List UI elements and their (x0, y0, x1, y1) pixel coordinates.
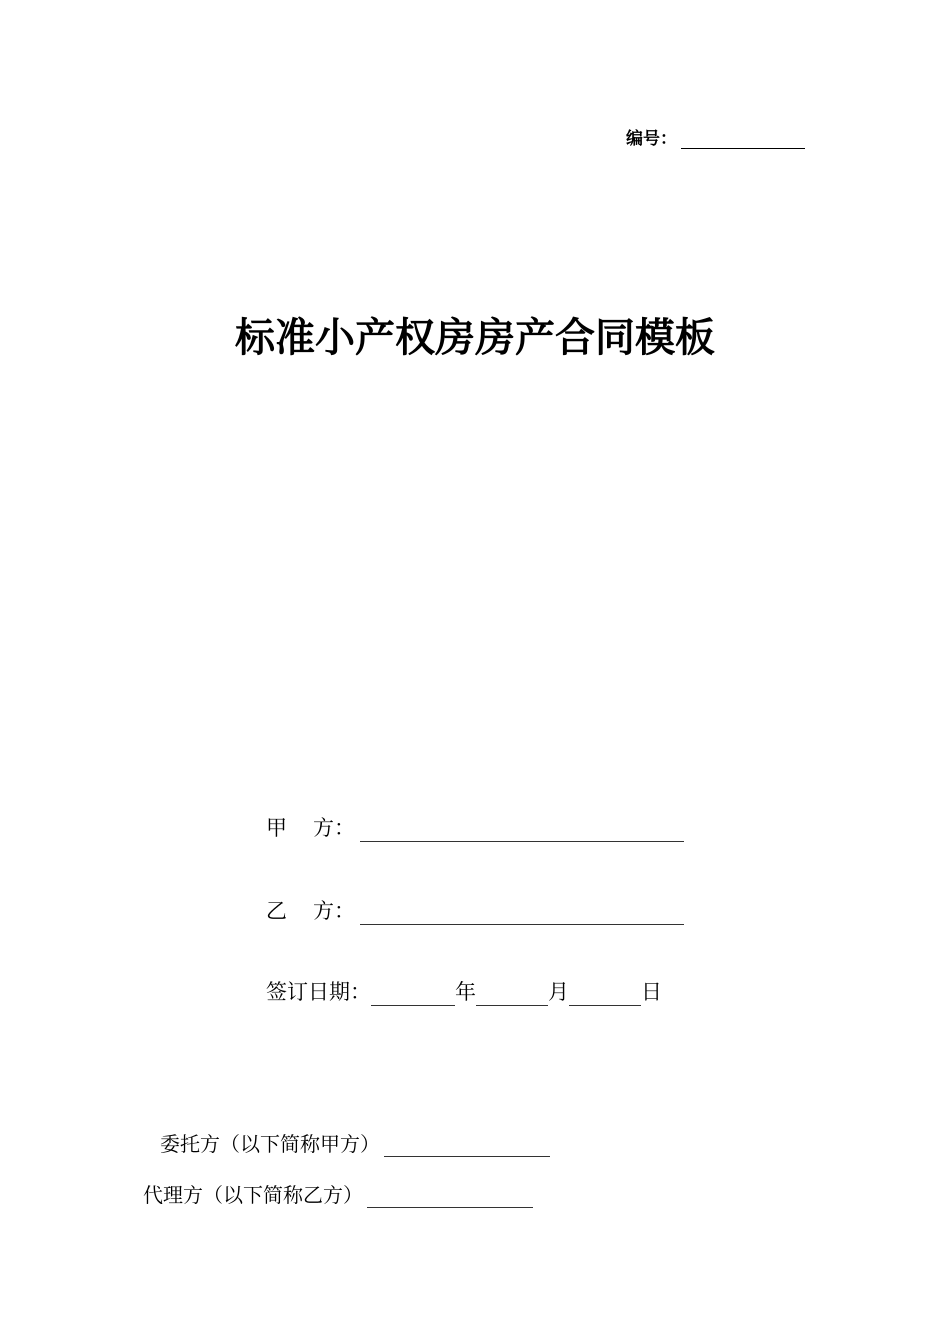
party-b-label (266, 895, 360, 925)
month-blank (476, 981, 548, 1006)
party-a-label-suffix: 方： (313, 816, 355, 840)
party-b-blank (360, 900, 684, 925)
agent-blank (367, 1185, 533, 1208)
party-a-blank (360, 817, 684, 842)
agent-label: 代理方（以下简称乙方） (143, 1183, 363, 1207)
document-title: 标准小产权房房产合同模板 (235, 314, 715, 361)
year-label: 年 (455, 980, 476, 1004)
day-blank (569, 981, 641, 1006)
party-a-label-char: 甲 (266, 816, 287, 840)
month-label: 月 (548, 980, 569, 1004)
contract-number-label: 编号： (626, 129, 677, 149)
entrust-row (160, 1128, 550, 1157)
year-blank (371, 981, 455, 1006)
party-b-label-suffix: 方： (313, 899, 355, 923)
contract-number-blank (681, 128, 805, 149)
party-b-label-char: 乙 (266, 899, 287, 923)
day-label: 日 (641, 980, 662, 1004)
entrust-blank (384, 1134, 550, 1157)
signing-date-row (266, 976, 662, 1006)
entrust-label: 委托方（以下简称甲方） (160, 1132, 380, 1156)
party-a-label (266, 812, 360, 842)
signing-date-label: 签订日期： (266, 980, 371, 1004)
contract-number-row (626, 124, 805, 149)
party-b-row (266, 895, 684, 925)
party-a-row (266, 812, 684, 842)
agent-row (143, 1179, 533, 1208)
